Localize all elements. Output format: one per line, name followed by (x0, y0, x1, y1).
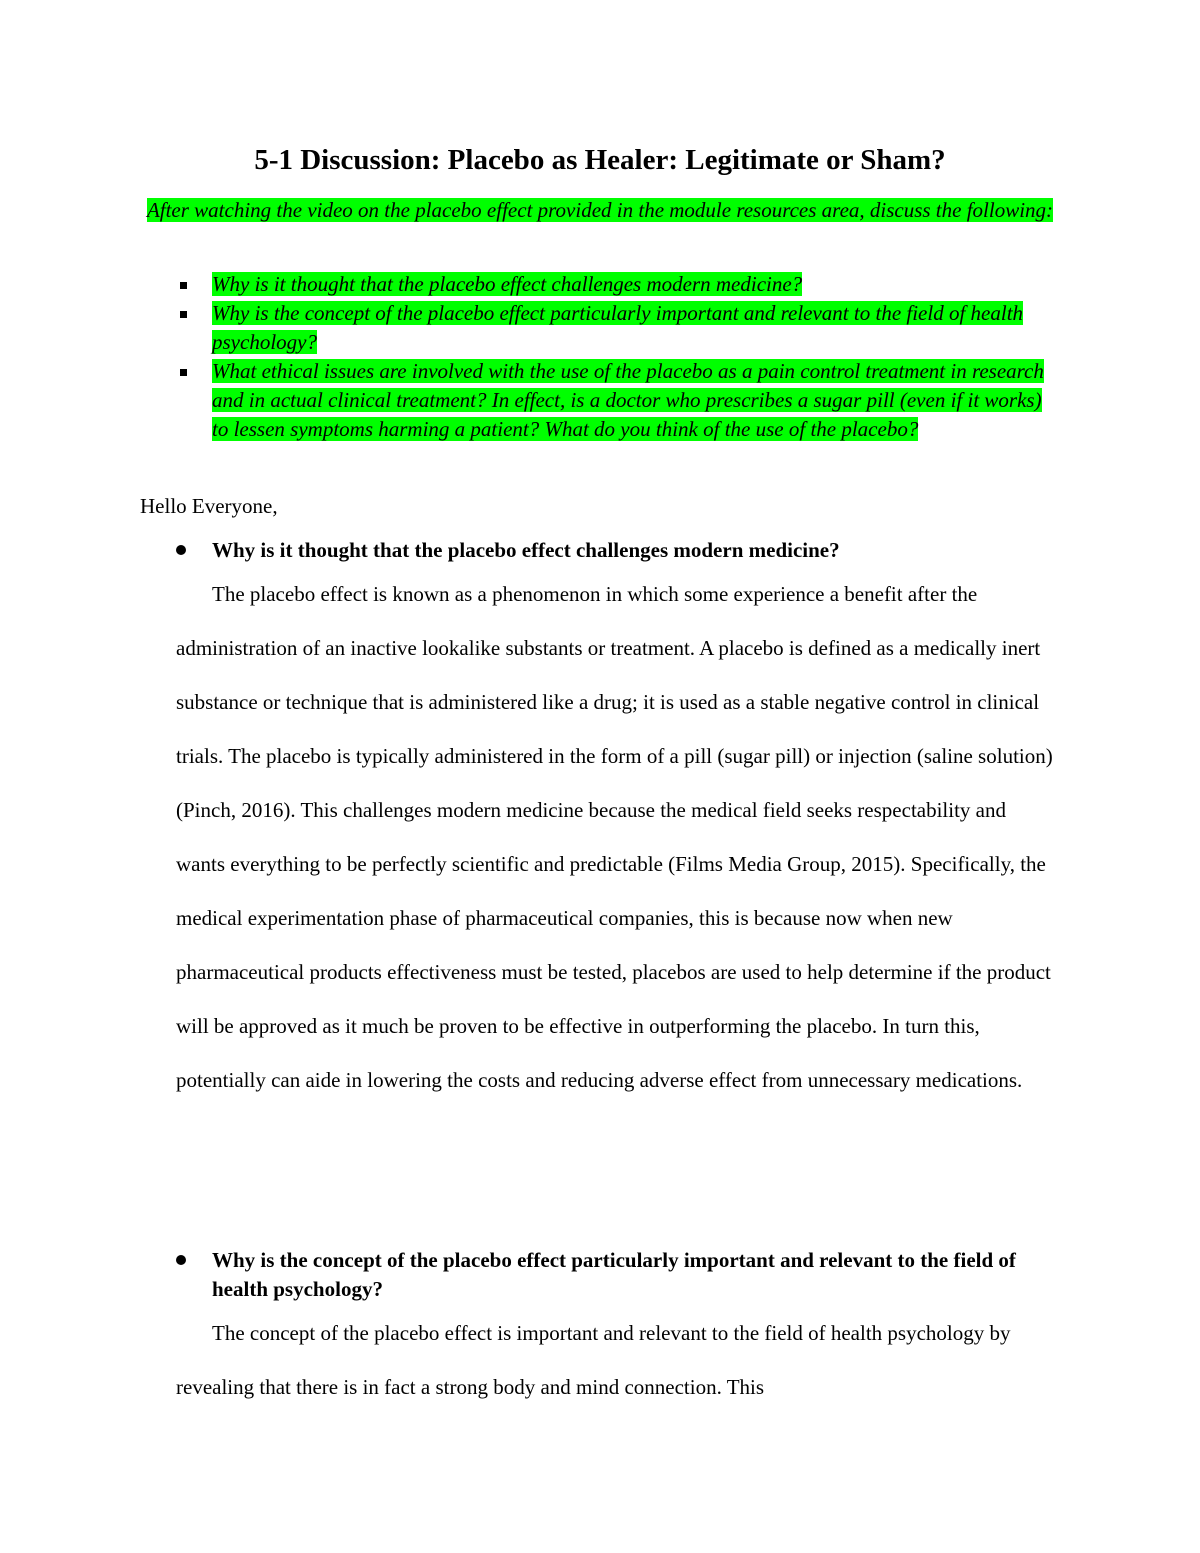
page-title: 5-1 Discussion: Placebo as Healer: Legitimate or Sham? (254, 144, 946, 176)
round-bullet-icon (176, 545, 186, 555)
square-bullet-icon (180, 311, 187, 318)
prompt-item (176, 357, 1060, 444)
greeting: Hello Everyone, (140, 494, 278, 518)
answer-paragraph-2: The concept of the placebo effect is important and relevant to the field of health psychology by revealing that there is in fact a strong body and mind connection. This (176, 1321, 1011, 1399)
intro-highlight-text: After watching the video on the placebo effect provided in the module resources area, discuss the following: (146, 198, 1054, 222)
question-text: Why is it thought that the placebo effect challenges modern medicine? (212, 538, 840, 562)
prompt-text: What ethical issues are involved with the use of the placebo as a pain control treatment in research and in actual clinical treatment? In effect, is a doctor who prescribes a sugar pill (even if it works) to lessen symptoms harming a patient? What do you think of the use of the placebo? (212, 359, 1044, 441)
prompt-text: Why is it thought that the placebo effect challenges modern medicine? (212, 272, 803, 296)
assignment-intro (140, 196, 1060, 225)
round-bullet-icon (176, 1255, 186, 1265)
prompt-item (176, 270, 1060, 299)
answer-paragraph-1: The placebo effect is known as a phenomenon in which some experience a benefit after the administration of an inactive lookalike substants or treatment. A placebo is defined as a medically inert substance or technique that is administered like a drug; it is used as a stable negative control in clinical trials. The placebo is typically administered in the form of a pill (sugar pill) or injection (saline solution) (Pinch, 2016). This challenges modern medicine because the medical field seeks respectability and wants everything to be perfectly scientific and predictable (Films Media Group, 2015). Specifically, the medical experimentation phase of pharmaceutical companies, this is because now when new pharmaceutical products effectiveness must be tested, placebos are used to help determine if the product will be approved as it much be proven to be effective in outperforming the placebo. In turn this, potentially can aide in lowering the costs and reducing adverse effect from unnecessary medications. (176, 582, 1053, 1092)
prompt-item (176, 299, 1060, 357)
question-heading-2 (176, 1246, 1060, 1304)
prompt-text: Why is the concept of the placebo effect particularly important and relevant to the field of health psychology? (212, 301, 1024, 354)
question-heading-1 (176, 536, 1060, 565)
square-bullet-icon (180, 369, 187, 376)
square-bullet-icon (180, 282, 187, 289)
assignment-prompt-list (176, 270, 1060, 444)
question-text: Why is the concept of the placebo effect particularly important and relevant to the field of health psychology? (212, 1248, 1016, 1301)
